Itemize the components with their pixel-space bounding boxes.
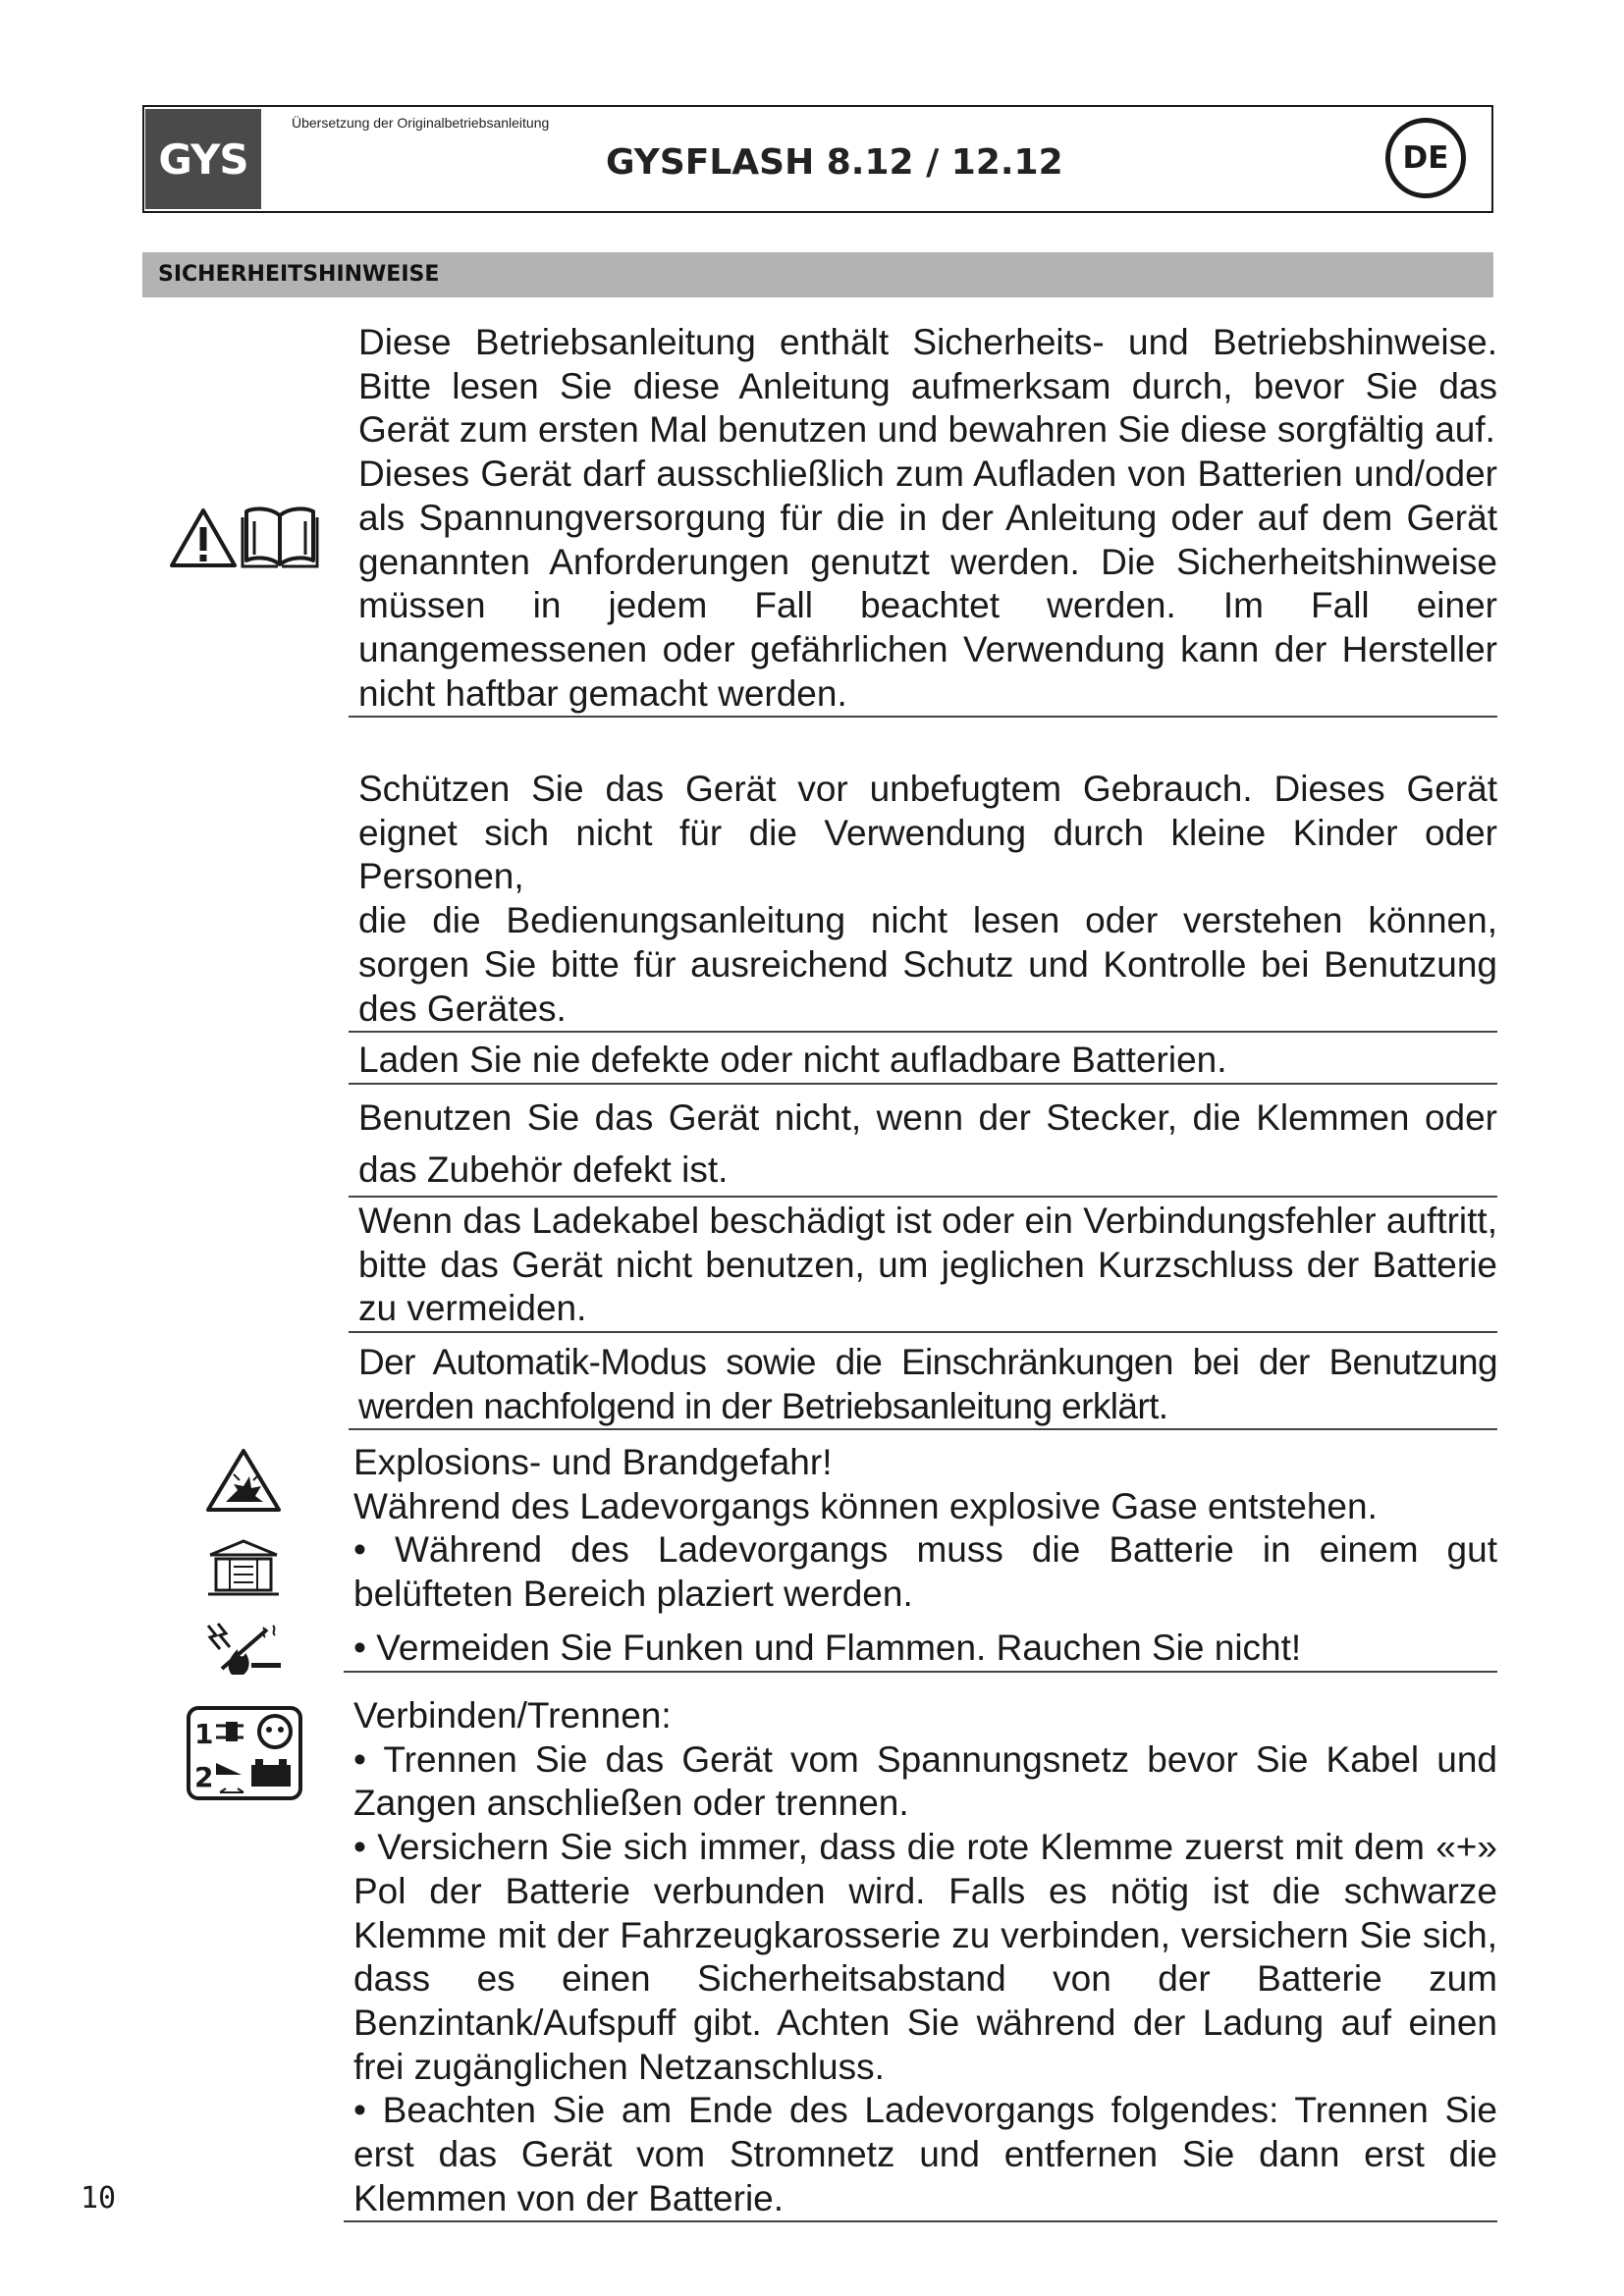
safety-block-defective-batteries xyxy=(349,1039,1497,1085)
paragraph: Benutzen Sie das Gerät nicht, wenn der Stecker, die Klemmen oder das Zubehör defekt ist. xyxy=(358,1097,1497,1190)
paragraph: die die Bedienungsanleitung nicht lesen oder verstehen können, sorgen Sie bitte für ausreichend Schutz und Kontrolle bei Benutzung des Gerätes. xyxy=(358,900,1497,1029)
section-title: SICHERHEITSHINWEISE xyxy=(142,252,1493,297)
connect-step-2: 2 xyxy=(194,1761,214,1793)
safety-block-intro xyxy=(349,321,1497,718)
no-sparks-flames-icon xyxy=(202,1620,287,1679)
paragraph: Dieses Gerät darf ausschließlich zum Aufladen von Batterien und/oder als Spannungversorgung für die in der Anleitung oder auf dem Gerät genannten Anforderungen genutzt werden. Die Sicherheitshinweise müssen in jedem Fall beachtet werden. Im Fall einer unangemessenen oder gefährlichen Verwendung kann der Hersteller nicht haftbar gemacht werden. xyxy=(358,454,1497,714)
explosion-hazard-icon xyxy=(204,1447,283,1514)
paragraph: Während des Ladevorgangs können explosive Gase entstehen. xyxy=(353,1485,1378,1526)
paragraph: Schützen Sie das Gerät vor unbefugtem Gebrauch. Dieses Gerät eignet sich nicht für die Verwendung durch kleine Kinder oder Personen, xyxy=(358,769,1497,897)
paragraph: Laden Sie nie defekte oder nicht aufladbare Batterien. xyxy=(358,1040,1227,1080)
paragraph: • Vermeiden Sie Funken und Flammen. Rauchen Sie nicht! xyxy=(353,1627,1302,1668)
paragraph: Diese Betriebsanleitung enthält Sicherheits- und Betriebshinweise. Bitte lesen Sie diese Anleitung aufmerksam durch, bevor Sie das Gerät zum ersten Mal benutzen und bewahren Sie diese sorgfältig auf. xyxy=(358,322,1497,451)
paragraph: • Beachten Sie am Ende des Ladevorgangs folgendes: Trennen Sie erst das Gerät vom Stromnetz und entfernen Sie dann erst die Klemmen von der Batterie. xyxy=(353,2090,1497,2218)
safety-block-cable-damage xyxy=(349,1200,1497,1333)
document-header xyxy=(142,105,1493,213)
warning-triangle-icon xyxy=(169,507,238,568)
paragraph: • Versichern Sie sich immer, dass die rote Klemme zuerst mit dem «+» Pol der Batterie verbunden wird. Falls es nötig ist die schwarze Klemme mit der Fahrzeugkarosserie zu verbinden, versichern Sie sich, dass es einen Sicherheitsabstand von der Batterie zum Benzintank/Aufspuff gibt. Achten Sie während der Ladung auf einen frei zugänglichen Netzanschluss. xyxy=(353,1827,1497,2087)
safety-block-defective-accessories xyxy=(349,1092,1497,1198)
page-number: 10 xyxy=(81,2181,117,2216)
language-badge: DE xyxy=(1385,118,1466,198)
paragraph: Verbinden/Trennen: xyxy=(353,1695,672,1735)
safety-block-automatic-mode xyxy=(349,1341,1497,1430)
paragraph: Wenn das Ladekabel beschädigt ist oder ein Verbindungsfehler auftritt, bitte das Gerät nicht benutzen, um jeglichen Kurzschluss der Batterie zu vermeiden. xyxy=(358,1201,1497,1329)
paragraph: Der Automatik-Modus sowie die Einschränkungen bei der Benutzung werden nachfolgend in der Betriebsanleitung erklärt. xyxy=(358,1342,1497,1426)
gys-logo: GYS xyxy=(145,109,261,209)
safety-block-connect-disconnect xyxy=(344,1694,1497,2222)
paragraph: • Trennen Sie das Gerät vom Spannungsnetz bevor Sie Kabel und Zangen anschließen oder trennen. xyxy=(353,1738,1497,1824)
connect-disconnect-icon xyxy=(187,1706,302,1800)
translation-note: Übersetzung der Originalbetriebsanleitung xyxy=(292,115,550,131)
paragraph: Explosions- und Brandgefahr! xyxy=(353,1442,833,1482)
open-book-icon xyxy=(241,504,319,570)
ventilated-area-icon xyxy=(206,1537,281,1596)
safety-block-explosion-hazard xyxy=(344,1441,1497,1673)
safety-block-unauthorized-use xyxy=(349,768,1497,1033)
document-title: GYSFLASH 8.12 / 12.12 xyxy=(606,142,1063,183)
connect-step-1: 1 xyxy=(194,1718,214,1750)
paragraph: • Während des Ladevorgangs muss die Batterie in einem gut belüfteten Bereich plaziert werden. xyxy=(353,1529,1497,1615)
